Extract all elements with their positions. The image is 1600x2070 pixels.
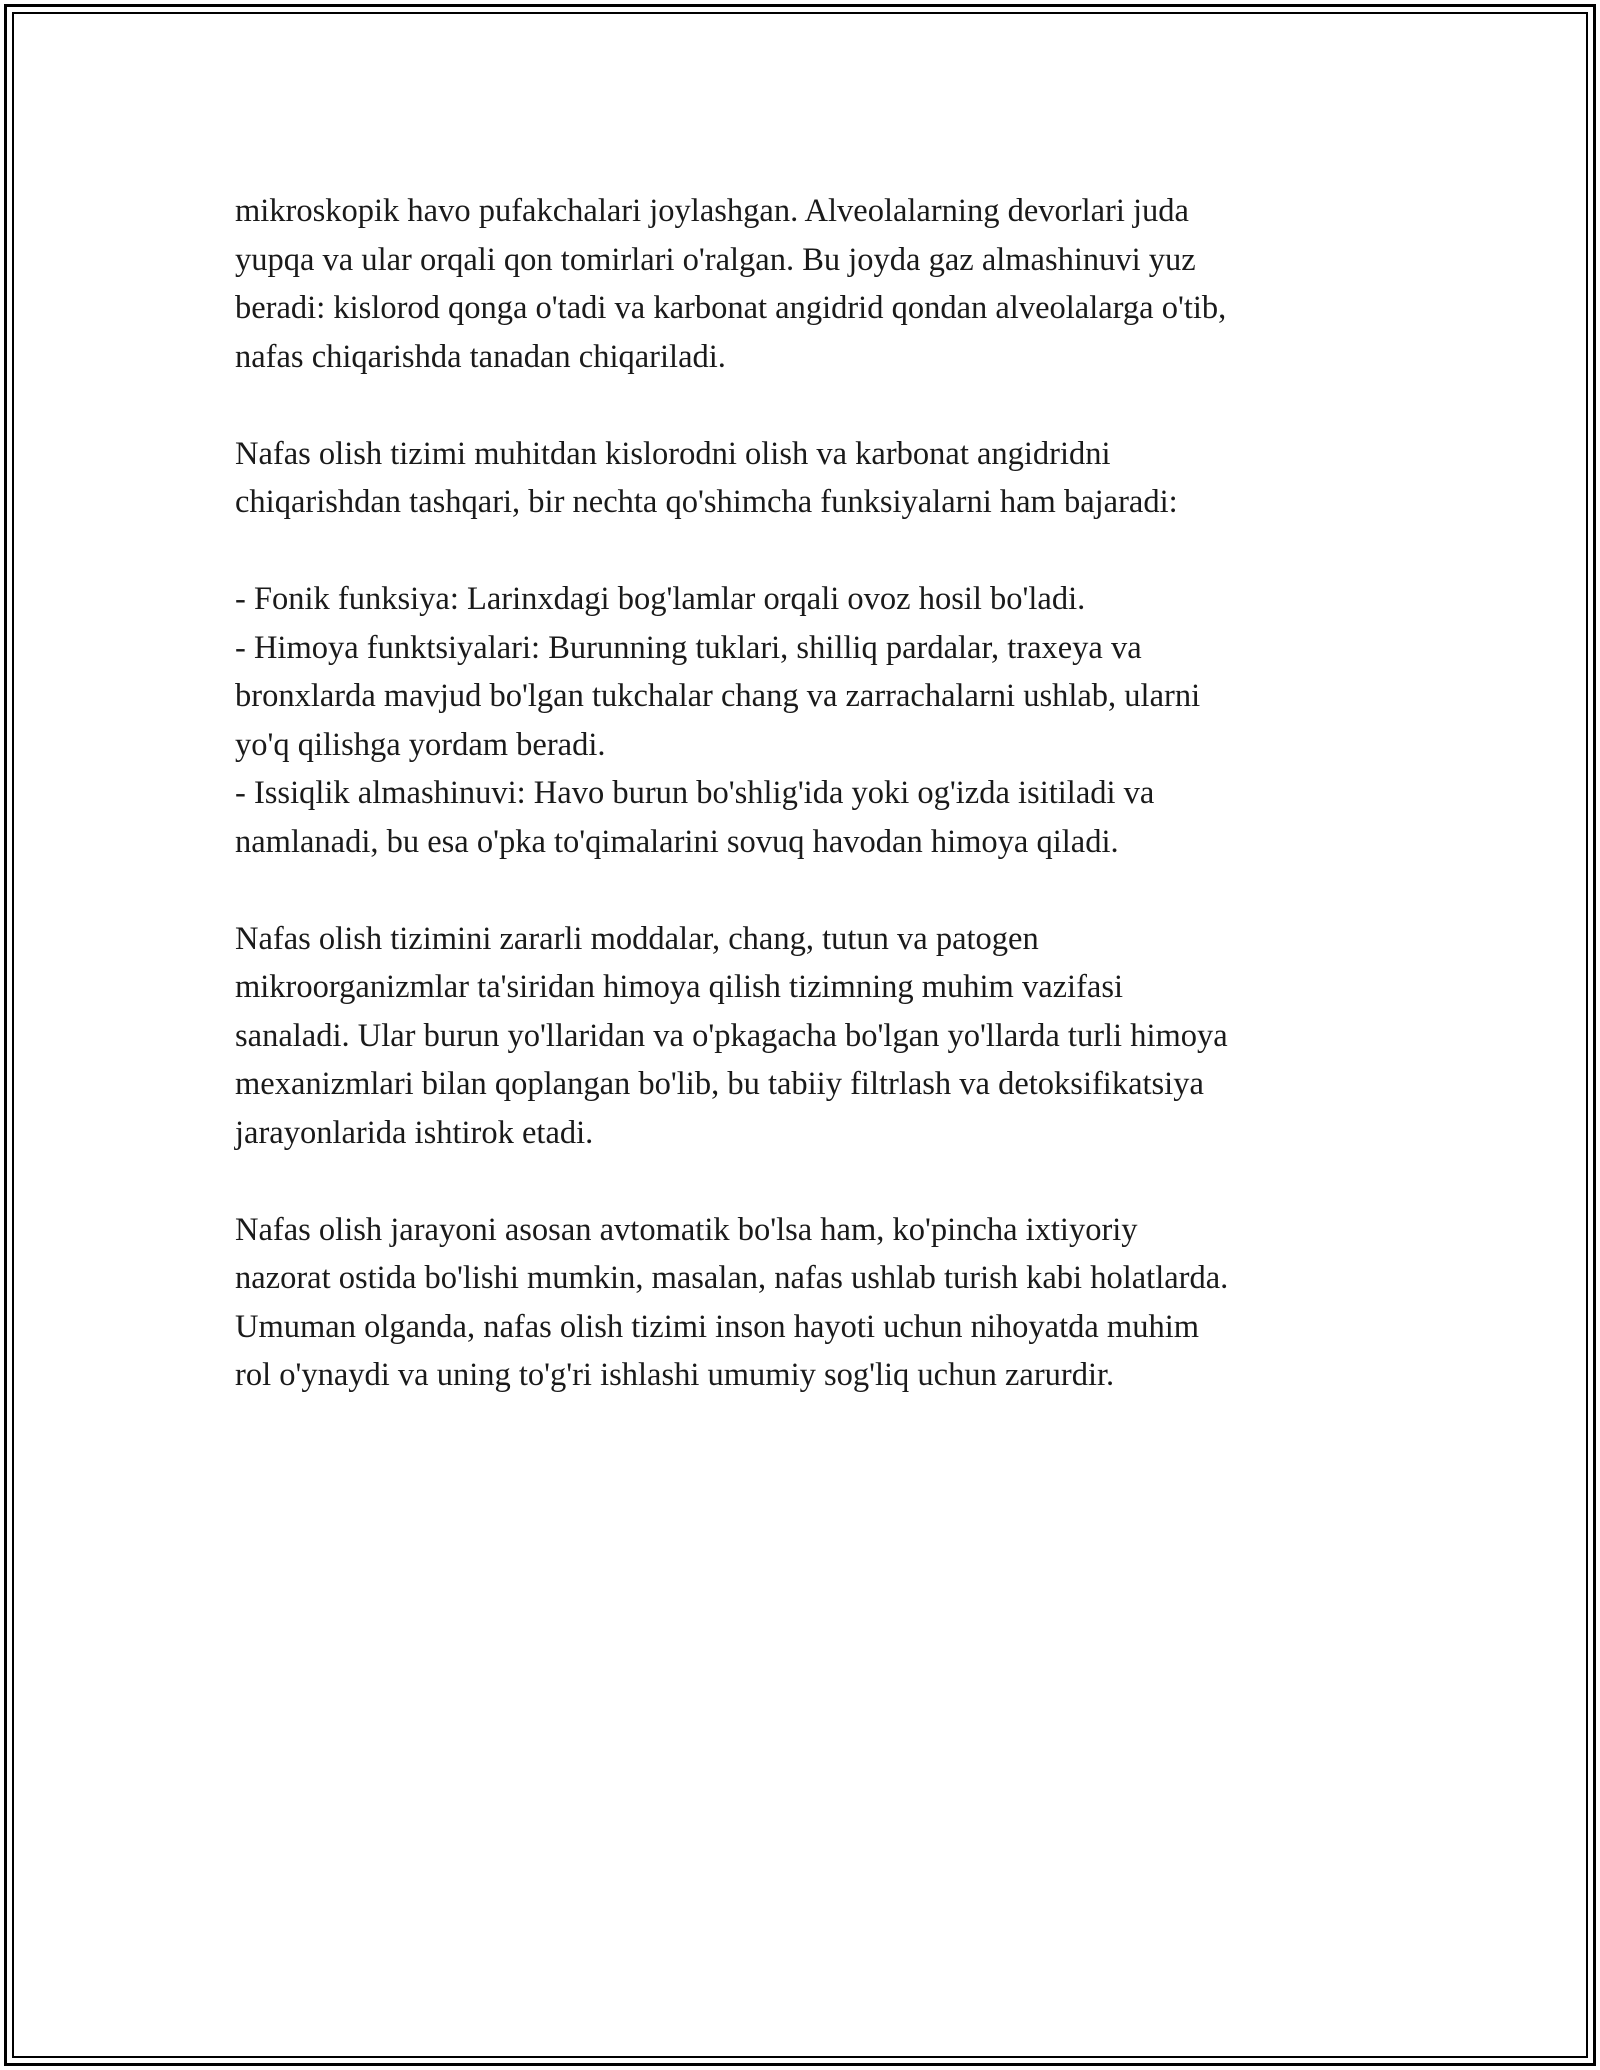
list-item: - Issiqlik almashinuvi: Havo burun bo'shlig'ida yoki og'izda isitiladi va <box>235 775 1155 811</box>
text-line: mikroskopik havo pufakchalari joylashgan. Alveolalarning devorlari juda <box>235 193 1189 229</box>
text-line: Nafas olish tizimini zararli moddalar, chang, tutun va patogen <box>235 920 1039 957</box>
paragraph-conclusion <box>235 1206 1375 1400</box>
text-line: mikroorganizmlar ta'siridan himoya qilish tizimning muhim vazifasi <box>235 969 1124 1005</box>
text-line: yupqa va ular orqali qon tomirlari o'ralgan. Bu joyda gaz almashinuvi yuz <box>235 241 1196 278</box>
text-line: namlanadi, bu esa o'pka to'qimalarini sovuq havodan himoya qiladi. <box>235 823 1119 860</box>
text-line: Nafas olish jarayoni asosan avtomatik bo'lsa ham, ko'pincha ixtiyoriy <box>235 1211 1138 1248</box>
text-line: Umuman olganda, nafas olish tizimi inson hayoti uchun nihoyatda muhim <box>235 1308 1200 1345</box>
text-line: bronxlarda mavjud bo'lgan tukchalar chang va zarrachalarni ushlab, ularni <box>235 678 1201 714</box>
list-item: - Fonik funksiya: Larinxdagi bog'lamlar orqali ovoz hosil bo'ladi. <box>235 581 1086 617</box>
text-line: nafas chiqarishda tanadan chiqariladi. <box>235 338 726 375</box>
text-line: nazorat ostida bo'lishi mumkin, masalan, nafas ushlab turish kabi holatlarda. <box>235 1260 1229 1296</box>
text-line: mexanizmlari bilan qoplangan bo'lib, bu tabiiy filtrlash va detoksifikatsiya <box>235 1066 1204 1102</box>
functions-list <box>235 575 1375 866</box>
text-line: yo'q qilishga yordam beradi. <box>235 726 606 763</box>
text-line: chiqarishdan tashqari, bir nechta qo'shimcha funksiyalarni ham bajaradi: <box>235 484 1178 520</box>
paragraph-protection <box>235 915 1375 1158</box>
document-body <box>235 187 1375 1448</box>
paragraph-alveoli <box>235 187 1375 381</box>
text-line: beradi: kislorod qonga o'tadi va karbonat angidrid qondan alveolalarga o'tib, <box>235 290 1227 326</box>
text-line: rol o'ynaydi va uning to'g'ri ishlashi umumiy sog'liq uchun zarurdir. <box>235 1357 1115 1393</box>
paragraph-functions-intro <box>235 430 1375 527</box>
text-line: jarayonlarida ishtirok etadi. <box>235 1114 594 1151</box>
text-line: sanaladi. Ular burun yo'llaridan va o'pkagacha bo'lgan yo'llarda turli himoya <box>235 1017 1228 1054</box>
list-item: - Himoya funktsiyalari: Burunning tuklari, shilliq pardalar, traxeya va <box>235 629 1142 666</box>
text-line: Nafas olish tizimi muhitdan kislorodni olish va karbonat angidridni <box>235 435 1111 472</box>
